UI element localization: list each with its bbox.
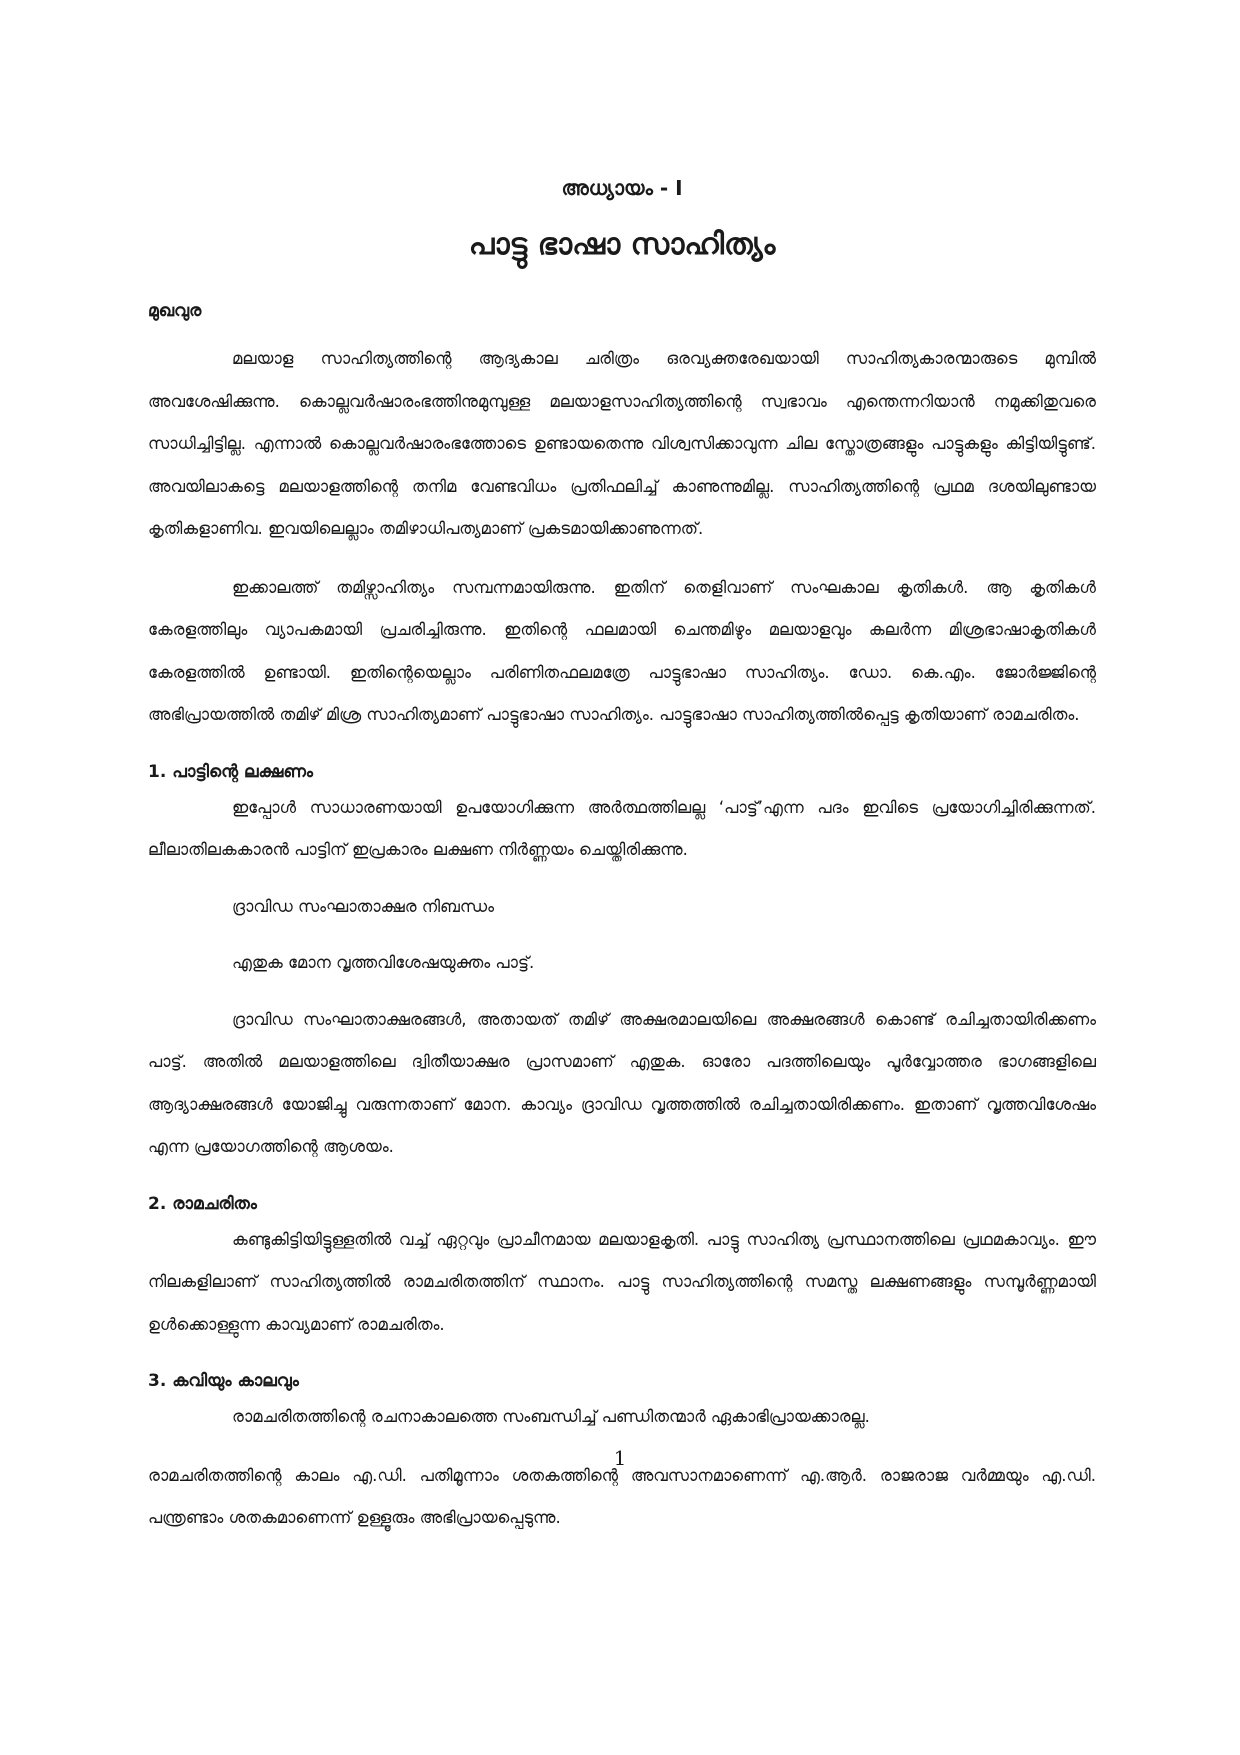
section1-quote-1: ദ്രാവിഡ സംഘാതാക്ഷര നിബന്ധം: [232, 896, 495, 916]
section3-paragraph-2: രാമചരിതത്തിന്റെ കാലം എ.ഡി. പതിമൂന്നാം ശതകത്തിന്റെ അവസാനമാണെന്ന് എ.ആർ. രാജരാജ വർമ്മയും എ.ഡി. പന്ത്രണ്ടാം ശതകമാണെന്ന് ഉള്ളൂരും അഭിപ്രായപ്പെടുന്നു.: [148, 1465, 1096, 1527]
intro-heading: മുഖവുര: [148, 301, 202, 321]
chapter-label: അധ്യായം - I: [561, 176, 683, 200]
chapter-title: പാട്ടു ഭാഷാ സാഹിത്യം: [468, 227, 776, 262]
section3-heading: 3. കവിയും കാലവും: [148, 1371, 299, 1391]
intro-paragraph-2: ഇക്കാലത്ത് തമിഴ്സാഹിത്യം സമ്പന്നമായിരുന്നു. ഇതിന് തെളിവാണ് സംഘകാല കൃതികൾ. ആ കൃതികൾ കേരളത്തിലും വ്യാപകമായി പ്രചരിച്ചിരുന്നു. ഇതിന്റെ ഫലമായി ചെന്തമിഴും മലയാളവും കലർന്ന മിശ്രഭാഷാകൃതികൾ കേരളത്തിൽ ഉണ്ടായി. ഇതിന്റെയെല്ലാം പരിണിതഫലമത്രേ പാട്ടുഭാഷാ സാഹിത്യം. ഡോ. കെ.എം. ജോർജ്ജിന്റെ അഭിപ്രായത്തിൽ തമിഴ് മിശ്ര സാഹിത്യമാണ് പാട്ടുഭാഷാ സാഹിത്യം. പാട്ടുഭാഷാ സാഹിത്യത്തിൽപ്പെട്ട കൃതിയാണ് രാമചരിതം.: [148, 577, 1096, 724]
intro-paragraph-1: മലയാള സാഹിത്യത്തിന്റെ ആദ്യകാല ചരിത്രം ഒരവ്യക്തരേഖയായി സാഹിത്യകാരന്മാരുടെ മുമ്പിൽ അവശേഷിക്കുന്നു. കൊല്ലവർഷാരംഭത്തിനുമുമ്പുള്ള മലയാളസാഹിത്യത്തിന്റെ സ്വഭാവം എന്തെന്നറിയാൻ നമുക്കിതുവരെ സാധിച്ചിട്ടില്ല. എന്നാൽ കൊല്ലവർഷാരംഭത്തോടെ ഉണ്ടായതെന്നു വിശ്വസിക്കാവുന്ന ചില സ്തോത്രങ്ങളും പാട്ടുകളും കിട്ടിയിട്ടുണ്ട്. അവയിലാകട്ടെ മലയാളത്തിന്റെ തനിമ വേണ്ടവിധം പ്രതിഫലിച്ച് കാണുന്നുമില്ല. സാഹിത്യത്തിന്റെ പ്രഥമ ദശയിലുണ്ടായ കൃതികളാണിവ. ഇവയിലെല്ലാം തമിഴാധിപത്യമാണ് പ്രകടമായിക്കാണുന്നത്.: [148, 349, 1096, 538]
page-number: 1: [613, 1446, 627, 1470]
section1-quote-2: എതുക മോന വൃത്തവിശേഷയുക്തം പാട്ട്.: [232, 953, 535, 972]
section1-paragraph-2: ദ്രാവിഡ സംഘാതാക്ഷരങ്ങൾ, അതായത് തമിഴ് അക്ഷരമാലയിലെ അക്ഷരങ്ങൾ കൊണ്ട് രചിച്ചതായിരിക്കണം പാട്ട്. അതിൽ മലയാളത്തിലെ ദ്വിതീയാക്ഷര പ്രാസമാണ് എതുക. ഓരോ പദത്തിലെയും പൂർവ്വോത്തര ഭാഗങ്ങളിലെ ആദ്യാക്ഷരങ്ങൾ യോജിച്ചു വരുന്നതാണ് മോന. കാവ്യം ദ്രാവിഡ വൃത്തത്തിൽ രചിച്ചതായിരിക്കണം. ഇതാണ് വൃത്തവിശേഷം എന്ന പ്രയോഗത്തിന്റെ ആശയം.: [148, 1009, 1096, 1156]
section2-heading: 2. രാമചരിതം: [148, 1193, 257, 1214]
section1-heading: 1. പാട്ടിന്റെ ലക്ഷണം: [148, 761, 313, 782]
section2-paragraph: കണ്ടുകിട്ടിയിട്ടുള്ളതിൽ വച്ച് ഏറ്റവും പ്രാചീനമായ മലയാളകൃതി. പാട്ടു സാഹിത്യ പ്രസ്ഥാനത്തിലെ പ്രഥമകാവ്യം. ഈ നിലകളിലാണ് സാഹിത്യത്തിൽ രാമചരിതത്തിന് സ്ഥാനം. പാട്ടു സാഹിത്യത്തിന്റെ സമസ്ത ലക്ഷണങ്ങളും സമ്പൂർണ്ണമായി ഉൾക്കൊള്ളുന്ന കാവ്യമാണ് രാമചരിതം.: [148, 1229, 1096, 1334]
section3-paragraph: രാമചരിതത്തിന്റെ രചനാകാലത്തെ സംബന്ധിച്ച് പണ്ഡിതന്മാർ ഏകാഭിപ്രായക്കാരല്ല.: [232, 1407, 870, 1426]
document-page: [148, 150, 1096, 1540]
section1-paragraph: ഇപ്പോൾ സാധാരണയായി ഉപയോഗിക്കുന്ന അർത്ഥത്തിലല്ല ‘പാട്ട്’എന്ന പദം ഇവിടെ പ്രയോഗിച്ചിരിക്കുന്നത്. ലീലാതിലകകാരൻ പാട്ടിന് ഇപ്രകാരം ലക്ഷണ നിർണ്ണയം ചെയ്തിരിക്കുന്നു.: [148, 797, 1096, 859]
